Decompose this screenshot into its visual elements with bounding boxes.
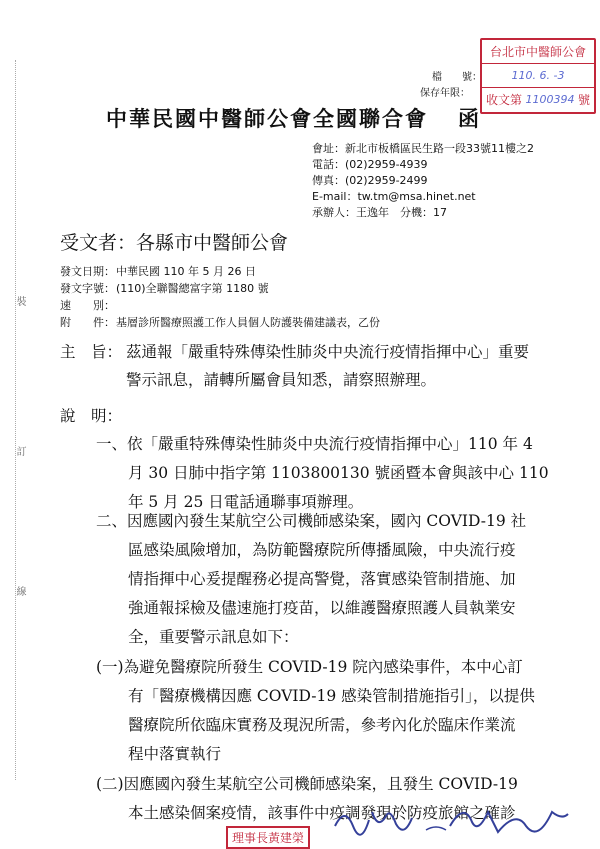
stamp-recv-suffix: 號: [577, 93, 590, 107]
subject-label: 主 旨：: [60, 343, 123, 361]
item2-line-5: 全，重要警示訊息如下：: [128, 628, 299, 646]
contact-email: E-mail：tw.tm@msa.hinet.net: [312, 190, 476, 203]
signature-scribble: [330, 796, 580, 844]
contact-address: 會址：新北市板橋區民生路一段33號11樓之2: [312, 142, 534, 155]
keep-label: 保存年限：: [420, 88, 470, 99]
subitem2-line-1: (二)因應國內發生某航空公司機師感染案，且發生 COVID-19: [96, 775, 518, 793]
item2-line-2: 區感染風險增加，為防範醫療院所傳播風險，中央流行疫: [128, 541, 516, 559]
doc-attachment: 附 件：基層診所醫療照護工作人員個人防護裝備建議表，乙份: [60, 316, 380, 329]
stamp-org: 台北市中醫師公會: [482, 40, 594, 64]
doc-date: 發文日期：中華民國 110 年 5 月 26 日: [60, 265, 256, 278]
subject-line-2: 警示訊息，請轉所屬會員知悉，請察照辦理。: [126, 371, 437, 389]
contact-handler: 承辦人：王逸年 分機：17: [312, 206, 447, 219]
item1-line-1: 一、依「嚴重特殊傳染性肺炎中央流行疫情指揮中心」110 年 4: [96, 435, 533, 453]
subitem1-line-4: 程中落實執行: [128, 745, 222, 763]
stamp-recv-num: 1100394: [525, 93, 575, 106]
title-org: 中華民國中醫師公會全國聯合會: [106, 106, 428, 131]
item2-line-1: 二、因應國內發生某航空公司機師感染案，國內 COVID-19 社: [96, 512, 527, 530]
item1-line-3: 年 5 月 25 日電話通聯事項辦理。: [128, 493, 364, 511]
margin-char-c: 線: [14, 586, 25, 596]
title-type: 函: [458, 106, 481, 131]
doc-speed: 速 別：: [60, 299, 115, 312]
subitem2-line-2: 本土感染個案疫情，該事件中疫調發現於防疫旅館之確診: [128, 804, 516, 822]
explain-label: 說 明：: [60, 407, 123, 425]
contact-fax: 傳真：(02)2959-2499: [312, 174, 428, 187]
chairman-seal: 理事長黃建榮: [226, 826, 310, 849]
doc-number: 發文字號：(110)全聯醫總富字第 1180 號: [60, 282, 269, 295]
margin-char-a: 裝: [14, 296, 25, 306]
contact-phone: 電話：(02)2959-4939: [312, 158, 428, 171]
recipient: 受文者：各縣市中醫師公會: [60, 232, 289, 254]
subitem1-line-1: (一)為避免醫療院所發生 COVID-19 院內感染事件，本中心訂: [96, 658, 523, 676]
item2-line-3: 情指揮中心爰提醒務必提高警覺，落實感染管制措施、加: [128, 570, 516, 588]
margin-char-b: 訂: [14, 446, 25, 456]
handwritten-signature: [330, 796, 580, 844]
binding-line: [15, 60, 16, 780]
file-no-label: 檔 號：: [432, 72, 482, 83]
stamp-date: 110. 6. -3: [482, 64, 594, 88]
stamp-recv-label: 收文第: [486, 93, 523, 107]
subitem1-line-3: 醫療院所依臨床實務及現況所需，參考內化於臨床作業流: [128, 716, 516, 734]
receipt-stamp: [480, 38, 596, 114]
stamp-receipt: [482, 88, 594, 111]
subject-line-1: 茲通報「嚴重特殊傳染性肺炎中央流行疫情指揮中心」重要: [126, 343, 530, 361]
doc-title: [106, 103, 481, 133]
subitem1-line-2: 有「醫療機構因應 COVID-19 感染管制措施指引」，以提供: [128, 687, 535, 705]
item1-line-2: 月 30 日肺中指字第 1103800130 號函暨本會與該中心 110: [128, 464, 549, 482]
item2-line-4: 強通報採檢及儘速施打疫苗，以維護醫療照護人員執業安: [128, 599, 516, 617]
